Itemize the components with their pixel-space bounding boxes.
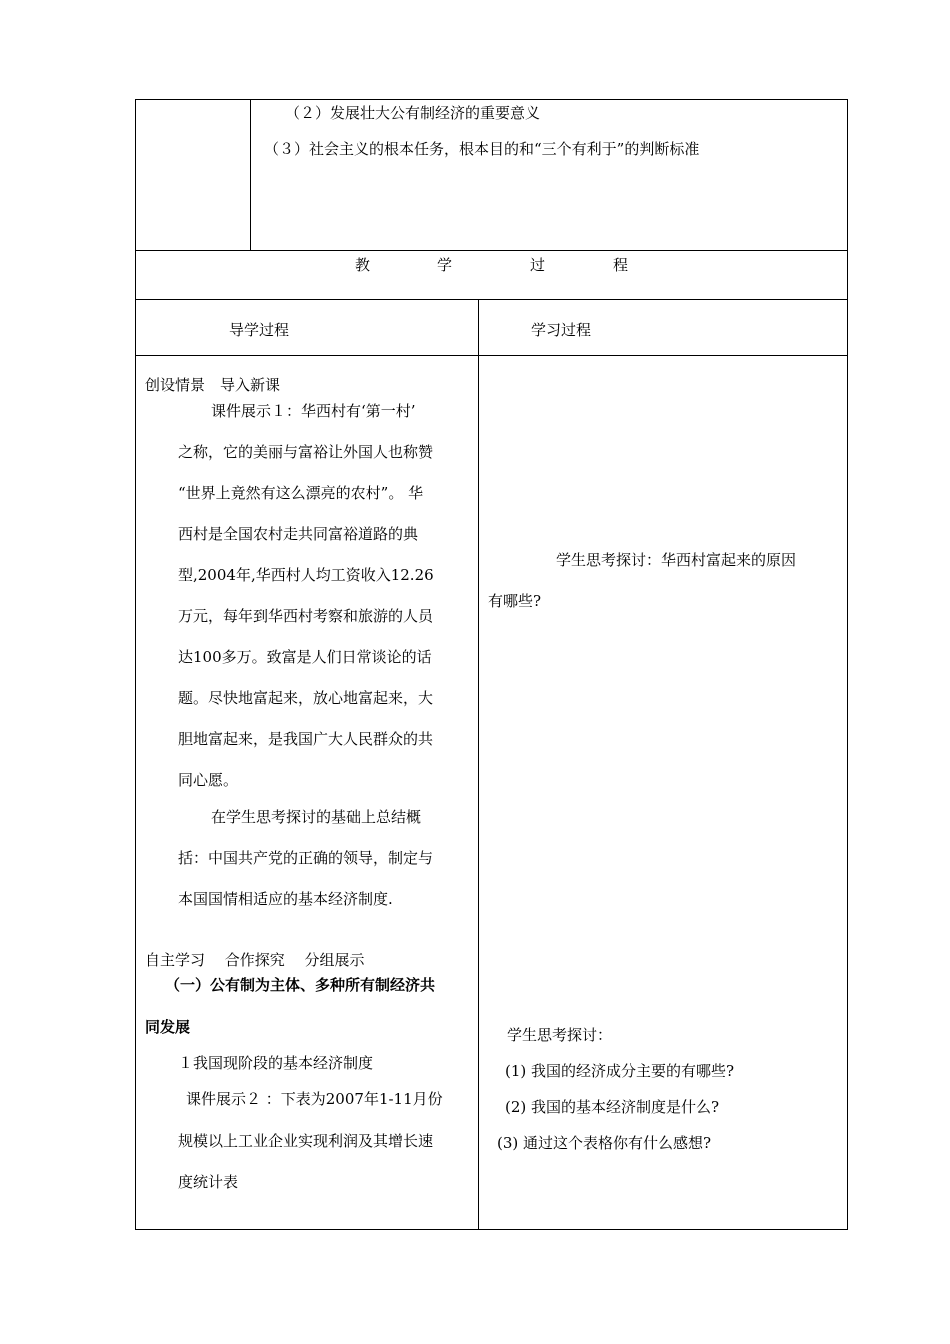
column-header-learning: 学习过程 — [531, 321, 592, 339]
process-header-char-2: 学 — [437, 256, 453, 274]
summary-line: 在学生思考探讨的基础上总结概 — [211, 808, 422, 826]
courseware1-line: 胆地富起来，是我国广大人民群众的共 — [178, 730, 434, 748]
section-heading-line-2: 同发展 — [145, 1018, 191, 1036]
objective-item-3: （３）社会主义的根本任务，根本目的和“三个有利于”的判断标准 — [264, 140, 700, 158]
process-header-char-4: 程 — [613, 256, 629, 274]
column-header-guide: 导学过程 — [229, 321, 290, 339]
courseware2-line: 规模以上工业企业实现利润及其增长速 — [178, 1132, 434, 1150]
courseware1-line: 西村是全国农村走共同富裕道路的典 — [178, 525, 419, 543]
question-item: (2) 我国的基本经济制度是什么? — [505, 1098, 720, 1116]
courseware1-line: 课件展示１：华西村有‘第一村’ — [211, 402, 416, 420]
table-border-right — [847, 99, 848, 1230]
courseware1-line: 同心愿。 — [178, 771, 239, 789]
question-item: (3) 通过这个表格你有什么感想? — [497, 1134, 712, 1152]
courseware1-line: “世界上竟然有这么漂亮的农村”。 华 — [178, 484, 424, 502]
objective-item-2: （２）发展壮大公有制经济的重要意义 — [285, 104, 541, 122]
table-divider-middle — [478, 299, 479, 1230]
courseware1-line: 题。尽快地富起来，放心地富起来，大 — [178, 689, 434, 707]
table-divider-top-section — [250, 99, 251, 251]
courseware1-line: 型,2004年,华西村人均工资收入12.26 — [178, 566, 434, 584]
process-header-char-3: 过 — [530, 256, 546, 274]
summary-line: 本国国情相适应的基本经济制度. — [178, 890, 393, 908]
courseware1-line: 达100多万。致富是人们日常谈论的话 — [178, 648, 432, 666]
question-item: (1) 我国的经济成分主要的有哪些? — [505, 1062, 735, 1080]
summary-line: 括：中国共产党的正确的领导，制定与 — [178, 849, 434, 867]
courseware2-line: 课件展示２ ：下表为2007年1-11月份 — [186, 1090, 443, 1108]
discussion-1-line-1: 学生思考探讨：华西村富起来的原因 — [556, 551, 797, 569]
table-border-top — [135, 99, 848, 100]
discussion-1-line-2: 有哪些? — [488, 592, 542, 610]
table-divider-content — [135, 355, 848, 356]
table-border-left — [135, 99, 136, 1230]
discussion-2-title: 学生思考探讨： — [507, 1026, 613, 1044]
table-divider-process — [135, 250, 848, 251]
courseware2-line: 度统计表 — [178, 1173, 239, 1191]
courseware1-line: 之称，它的美丽与富裕让外国人也称赞 — [178, 443, 434, 461]
section-title-scenario: 创设情景 导入新课 — [145, 376, 281, 394]
table-divider-columns — [135, 299, 848, 300]
section-heading-line-1: （一）公有制为主体、多种所有制经济共 — [165, 976, 436, 994]
courseware1-line: 万元，每年到华西村考察和旅游的人员 — [178, 607, 434, 625]
subheading-economic-system: １我国现阶段的基本经济制度 — [178, 1054, 374, 1072]
section-title-self-study: 自主学习 合作探究 分组展示 — [145, 951, 365, 969]
process-header-char-1: 教 — [355, 256, 371, 274]
table-border-bottom — [135, 1229, 848, 1230]
